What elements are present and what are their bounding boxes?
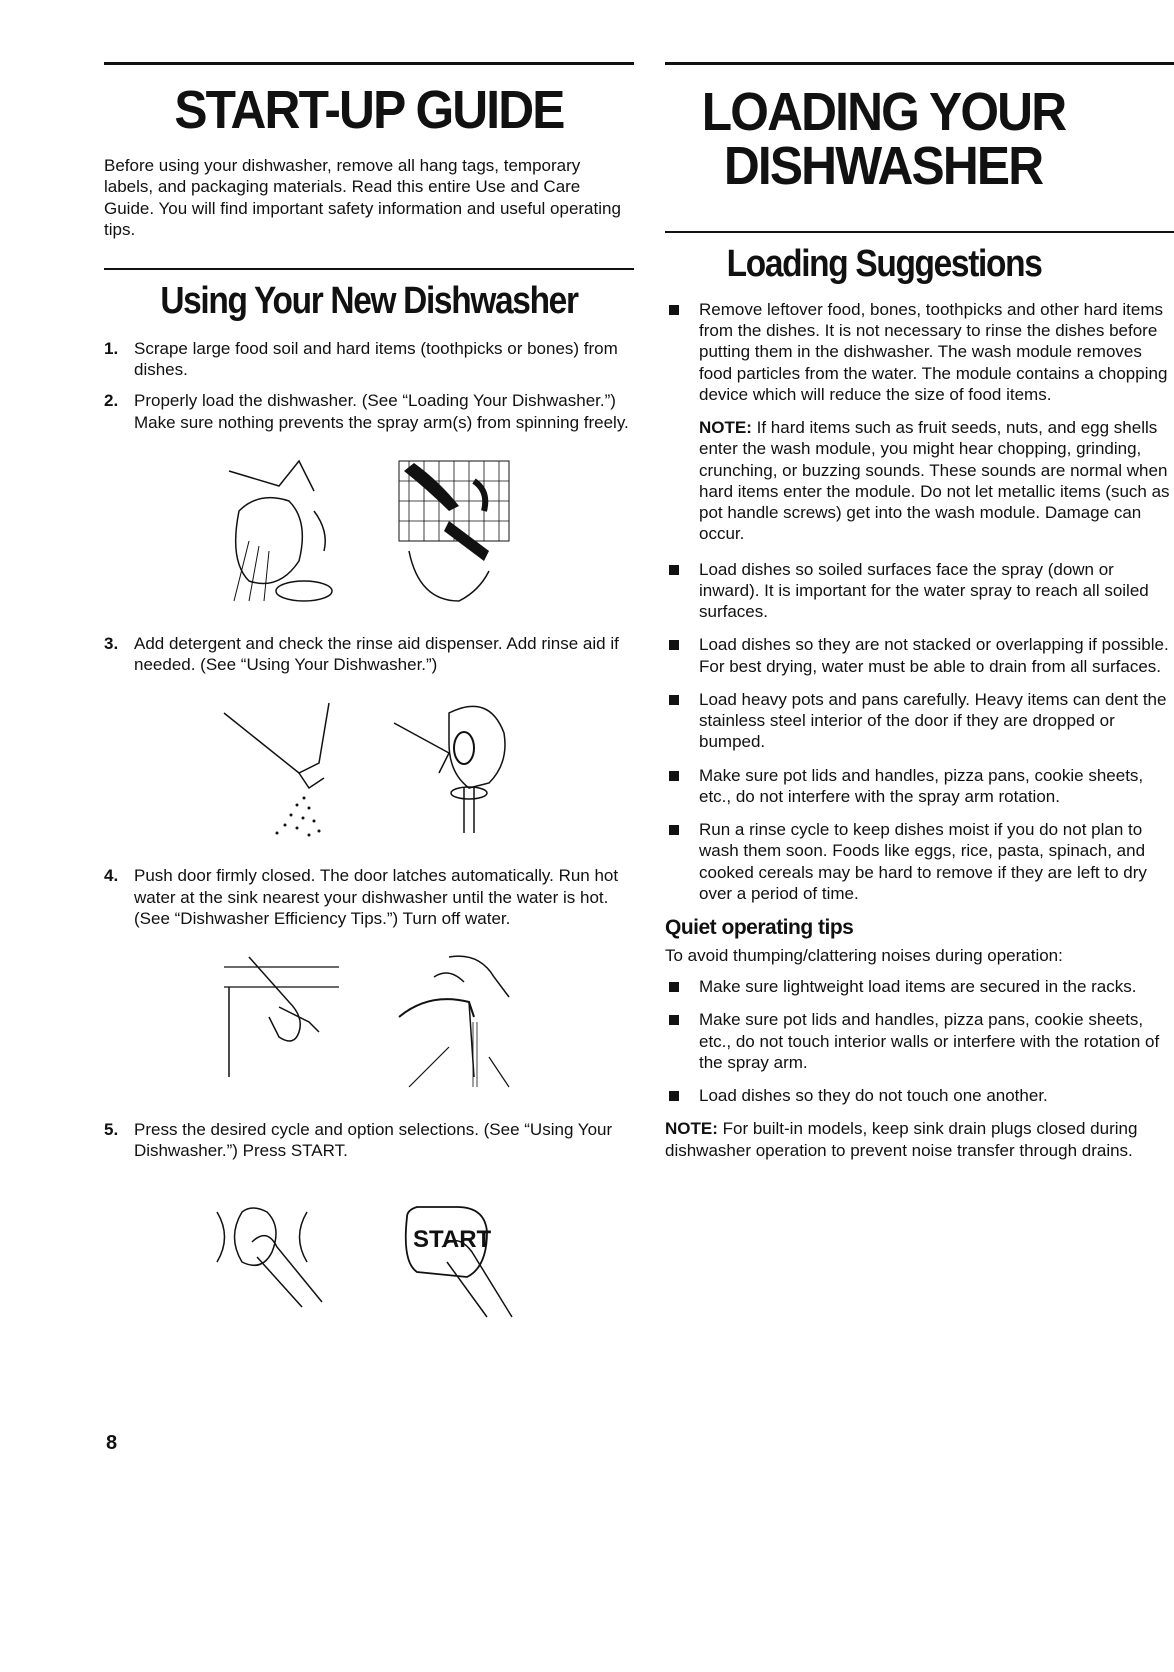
section-rule-left bbox=[104, 268, 634, 270]
note-built-in bbox=[665, 1118, 1174, 1161]
illustration-door-water bbox=[104, 947, 634, 1097]
bullet-text: Load dishes so soiled surfaces face the spray (down or inward). It is important for the water spray to reach all soiled surfaces. bbox=[699, 559, 1149, 622]
page-number: 8 bbox=[106, 1432, 118, 1454]
bullet-square-icon bbox=[669, 1091, 679, 1101]
note-text: For built-in models, keep sink drain plugs closed during dishwasher operation to prevent noise transfer through drains. bbox=[665, 1119, 1138, 1160]
bullet-text: Load dishes so they do not touch one another. bbox=[699, 1086, 1048, 1106]
bullet-item bbox=[665, 765, 1174, 808]
bullet-text: Make sure pot lids and handles, pizza pans, cookie sheets, etc., do not touch interior walls or interfere with the rotation of the spray arm. bbox=[699, 1010, 1160, 1072]
illustration-press-start bbox=[104, 1202, 634, 1322]
illustration-detergent bbox=[104, 693, 634, 843]
bullet-square-icon bbox=[669, 825, 679, 835]
bullet-item bbox=[665, 1009, 1174, 1073]
step-item bbox=[104, 390, 634, 433]
note-text: If hard items such as fruit seeds, nuts, and egg shells enter the wash module, you might hear chopping, grinding, crunching, or buzzing sounds. These sounds are normal when hard items enter the module. Do not let metallic items (such as pot handle screws) get into the wash module. Damage can occur. bbox=[699, 418, 1170, 544]
bullet-item bbox=[665, 976, 1174, 997]
scrape-dish-illustration bbox=[219, 451, 349, 611]
note-label: NOTE: bbox=[699, 418, 752, 438]
quiet-tips-title: Quiet operating tips bbox=[665, 916, 854, 940]
step-item bbox=[104, 865, 634, 929]
bullet-square-icon bbox=[669, 982, 679, 992]
bullet-text: Make sure lightweight load items are secured in the racks. bbox=[699, 977, 1137, 997]
start-button-label: START bbox=[412, 1225, 491, 1253]
section-rule-right bbox=[665, 231, 1174, 233]
quiet-tips-intro: To avoid thumping/clattering noises during operation: bbox=[665, 946, 1063, 966]
bullet-item bbox=[665, 689, 1174, 753]
bullet-text: Run a rinse cycle to keep dishes moist if you do not plan to wash them soon. Foods like eggs, rice, pasta, spinach, and cooked cereals may be hard to remove if they are left to dry over a period of time. bbox=[699, 820, 1147, 903]
step-number: 3. bbox=[104, 633, 119, 653]
step-item bbox=[104, 633, 634, 676]
bullet-square-icon bbox=[669, 305, 679, 315]
bullet-item bbox=[665, 634, 1174, 677]
step-text: Push door firmly closed. The door latches automatically. Run hot water at the sink nearest your dishwasher until the water is hot. (See “Dishwasher Efficiency Tips.”) Turn off water. bbox=[134, 866, 619, 928]
bullet-square-icon bbox=[669, 640, 679, 650]
startup-steps-cont bbox=[104, 633, 634, 676]
note-label: NOTE: bbox=[665, 1119, 718, 1139]
top-rule-left bbox=[104, 62, 634, 65]
bullet-text: Remove leftover food, bones, toothpicks and other hard items from the dishes. It is not necessary to rinse the dishes before putting them in the dishwasher. The wash module removes food particles from the water. The module contains a chopping device which will reduce the size of food items. bbox=[699, 299, 1168, 404]
bullet-item bbox=[665, 1085, 1174, 1106]
step-number: 1. bbox=[104, 338, 119, 358]
startup-steps bbox=[104, 338, 634, 433]
startup-steps-cont3 bbox=[104, 1119, 634, 1162]
section-title-loading-suggestions: Loading Suggestions bbox=[726, 243, 1042, 285]
startup-steps-cont2 bbox=[104, 865, 634, 929]
bullet-square-icon bbox=[669, 771, 679, 781]
bullet-square-icon bbox=[669, 1015, 679, 1025]
top-rule-right bbox=[665, 62, 1174, 65]
step-text: Add detergent and check the rinse aid dispenser. Add rinse aid if needed. (See “Using Your Dishwasher.”) bbox=[134, 633, 619, 675]
bullet-item bbox=[665, 559, 1174, 623]
loading-bullets-2 bbox=[665, 559, 1174, 905]
faucet-illustration bbox=[389, 947, 519, 1097]
step-text: Properly load the dishwasher. (See “Loading Your Dishwasher.”) Make sure nothing prevents the spray arm(s) from spinning freely. bbox=[134, 391, 629, 432]
cycle-button-illustration bbox=[212, 1202, 342, 1312]
note-hard-items bbox=[699, 417, 1174, 545]
section-title-using: Using Your New Dishwasher bbox=[160, 280, 578, 322]
step-number: 5. bbox=[104, 1120, 119, 1140]
step-item bbox=[104, 1119, 634, 1162]
page-title-startup: START-UP GUIDE bbox=[174, 80, 564, 140]
startup-intro: Before using your dishwasher, remove all hang tags, temporary labels, and packaging materials. Read this entire Use and Care Guide. You will find important safety information and useful operating tips. bbox=[104, 156, 621, 239]
left-column bbox=[104, 62, 634, 1344]
page-title-line2: DISHWASHER bbox=[723, 136, 1043, 196]
quiet-bullets bbox=[665, 976, 1174, 1106]
bullet-square-icon bbox=[669, 695, 679, 705]
step-text: Scrape large food soil and hard items (toothpicks or bones) from dishes. bbox=[134, 338, 618, 380]
step-number: 4. bbox=[104, 866, 119, 886]
bullet-item bbox=[665, 819, 1174, 904]
step-number: 2. bbox=[104, 391, 119, 411]
page-title-loading bbox=[665, 82, 1133, 196]
door-close-illustration bbox=[219, 947, 349, 1097]
bullet-square-icon bbox=[669, 565, 679, 575]
bullet-text: Make sure pot lids and handles, pizza pans, cookie sheets, etc., do not interfere with the spray arm rotation. bbox=[699, 765, 1144, 806]
loading-bullets bbox=[665, 299, 1174, 405]
start-button-illustration bbox=[397, 1202, 527, 1322]
step-text: Press the desired cycle and option selections. (See “Using Your Dishwasher.”) Press START. bbox=[134, 1120, 613, 1161]
bullet-text: Load dishes so they are not stacked or overlapping if possible. For best drying, water must be able to drain from all surfaces. bbox=[699, 635, 1169, 676]
bullet-text: Load heavy pots and pans carefully. Heavy items can dent the stainless steel interior of the door if they are dropped or bumped. bbox=[699, 689, 1167, 752]
page-title-line1: LOADING YOUR bbox=[701, 82, 1066, 142]
detergent-pour-illustration bbox=[219, 693, 349, 843]
illustration-scrape-load bbox=[104, 451, 634, 611]
bullet-item bbox=[665, 299, 1174, 405]
load-rack-illustration bbox=[389, 451, 519, 611]
rinse-aid-illustration bbox=[389, 693, 519, 843]
step-item bbox=[104, 338, 634, 381]
right-column bbox=[665, 62, 1174, 1462]
